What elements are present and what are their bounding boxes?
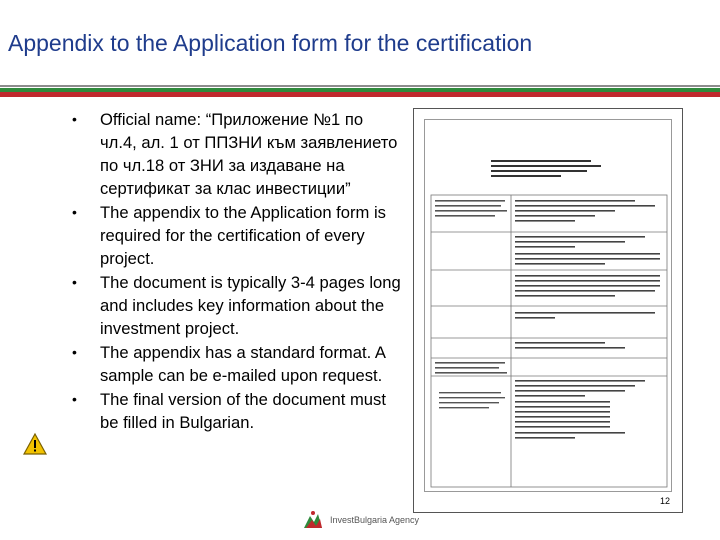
document-page xyxy=(424,119,672,492)
bullet-text: The appendix has a standard format. A sample can be e-mailed upon request. xyxy=(100,343,386,385)
bullet-marker: • xyxy=(72,204,77,220)
title-divider-red xyxy=(0,92,720,97)
footer-organization: InvestBulgaria Agency xyxy=(330,515,420,525)
bullet-item xyxy=(72,388,402,434)
bullet-list xyxy=(72,108,402,434)
bullet-text: The appendix to the Application form is required for the certification of every project. xyxy=(100,203,386,268)
bullet-marker: • xyxy=(72,274,77,290)
bullet-item xyxy=(72,341,402,387)
footer xyxy=(300,508,420,532)
document-content-illustration xyxy=(425,120,673,493)
bullet-marker: • xyxy=(72,111,77,127)
bullet-item xyxy=(72,271,402,340)
bullet-marker: • xyxy=(72,391,77,407)
bullet-item xyxy=(72,108,402,200)
document-preview-image xyxy=(413,108,683,513)
page-number: 12 xyxy=(659,496,670,506)
bullet-marker: • xyxy=(72,344,77,360)
bullet-text: The document is typically 3-4 pages long and includes key information about the investment project. xyxy=(100,273,401,338)
bullet-item xyxy=(72,201,402,270)
bullet-text: Official name: “Приложение №1 по чл.4, ал. 1 от ППЗНИ към заявлението по чл.18 от ЗНИ за издаване на сертификат за клас инвестиции” xyxy=(100,110,398,198)
warning-icon xyxy=(23,432,47,456)
slide-title: Appendix to the Application form for the certification xyxy=(8,30,533,56)
investbulgaria-logo-icon xyxy=(300,508,326,534)
bullet-text: The final version of the document must be filled in Bulgarian. xyxy=(100,390,386,432)
